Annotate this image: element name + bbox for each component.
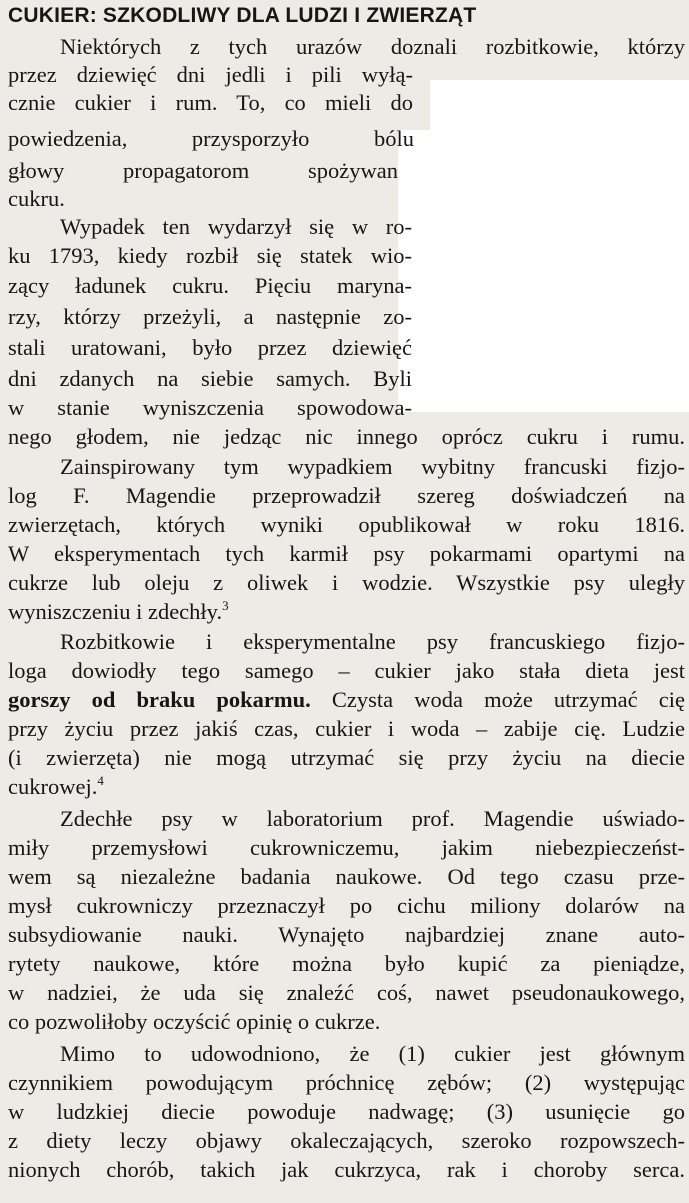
text-line-content: cukrowej. <box>8 774 98 799</box>
text-line: rytety naukowe, które można było kupić za pieniądze, <box>8 951 685 976</box>
erased-region <box>430 80 689 412</box>
text-line: Zainspirowany tym wypadkiem wybitny francuski fizjo- <box>60 454 685 479</box>
text-line-content: wyniszczeniu i zdechły. <box>8 599 223 624</box>
text-line: wem są niezależne badania naukowe. Od tego czasu prze- <box>8 864 685 889</box>
text-line: przez dziewięć dni jedli i pili wyłą- <box>8 62 413 87</box>
footnote-marker: 3 <box>222 598 229 613</box>
text-line: w nadziei, że uda się znaleźć coś, nawet pseudonaukowego, <box>8 980 685 1005</box>
section-heading: CUKIER: SZKODLIWY DLA LUDZI I ZWIERZĄT <box>8 4 477 27</box>
text-line: Rozbitkowie i eksperymentalne psy francuskiego fizjo- <box>60 629 685 654</box>
text-line: Niektórych z tych urazów doznali rozbitkowie, którzy <box>60 34 685 59</box>
text-line: w stanie wyniszczenia spowodowa- <box>8 395 412 420</box>
text-line: (i zwierzęta) nie mogą utrzymać się przy życiu na diecie <box>8 745 685 770</box>
text-line <box>8 773 104 801</box>
text-line: Wypadek ten wydarzył się w ro- <box>60 214 412 239</box>
text-line <box>8 598 229 626</box>
text-line: zący ładunek cukru. Pięciu maryna- <box>8 273 412 298</box>
text-line: co pozwoliłoby oczyścić opinię o cukrze. <box>8 1009 381 1034</box>
text-line: loga dowiodły tego samego – cukier jako stała dieta jest <box>8 658 685 683</box>
text-line: cznie cukier i rum. To, co mieli do <box>8 90 413 115</box>
text-line: rzy, którzy przeżyli, a następnie zo- <box>8 304 412 329</box>
text-line: stali uratowani, było przez dziewięć <box>8 335 412 360</box>
text-line: zwierzętach, których wyniki opublikował w roku 1816. <box>8 512 685 537</box>
footnote-marker: 4 <box>97 773 104 788</box>
text-line: głowy propagatorom spożywan <box>8 158 398 183</box>
text-line: Mimo to udowodniono, że (1) cukier jest głównym <box>60 1041 685 1066</box>
text-line: powiedzenia, przysporzyło bólu <box>8 126 414 151</box>
text-line: w ludzkiej diecie powoduje nadwagę; (3) usunięcie go <box>8 1099 685 1124</box>
text-line: mysł cukrowniczy przeznaczył po cichu miliony dolarów na <box>8 893 685 918</box>
text-line: dni zdanych na siebie samych. Byli <box>8 366 412 391</box>
text-line: nego głodem, nie jedząc nic innego oprócz cukru i rumu. <box>8 424 685 449</box>
text-line: subsydiowanie nauki. Wynajęto najbardziej znane auto- <box>8 922 685 947</box>
text-line: log F. Magendie przeprowadził szereg doświadczeń na <box>8 483 685 508</box>
text-line: cukrze lub oleju z oliwek i wodzie. Wszystkie psy uległy <box>8 570 685 595</box>
text-line: miły przemysłowi cukrowniczemu, jakim niebezpieczeńst- <box>8 835 685 860</box>
text-line: W eksperymentach tych karmił psy pokarmami opartymi na <box>8 541 685 566</box>
text-line: czynnikiem powodującym próchnicę zębów; (2) występując <box>8 1070 685 1095</box>
text-line: z diety leczy objawy okaleczających, szeroko rozpowszech- <box>8 1128 685 1153</box>
text-line <box>8 686 685 714</box>
text-line: przy życiu przez jakiś czas, cukier i woda – zabije cię. Ludzie <box>8 716 685 741</box>
text-line: cukru. <box>8 186 65 211</box>
text-line: nionych chorób, takich jak cukrzyca, rak i choroby serca. <box>8 1157 685 1182</box>
emphasis-text: gorszy od braku pokarmu. <box>8 687 311 712</box>
text-line-content: Czysta woda może utrzymać cię <box>310 687 685 712</box>
text-line: Zdechłe psy w laboratorium prof. Magendie uświado- <box>60 806 685 831</box>
text-line: ku 1793, kiedy rozbił się statek wio- <box>8 243 412 268</box>
